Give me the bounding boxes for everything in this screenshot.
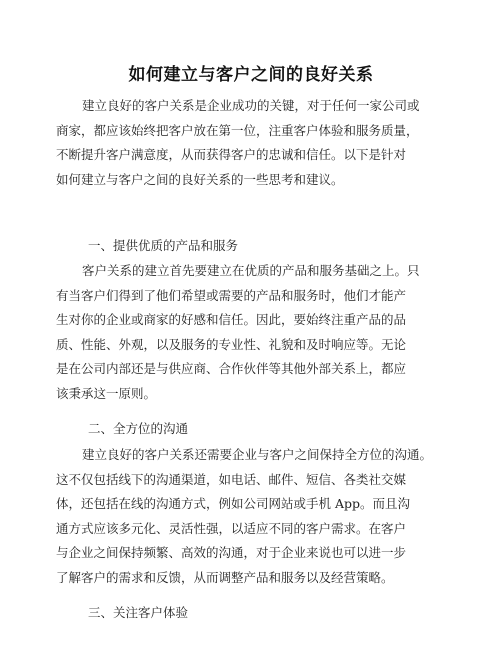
paragraph-line: 是在公司内部还是与供应商、合作伙伴等其他外部关系上，都应 bbox=[56, 361, 407, 376]
paragraph-line: 质、性能、外观，以及服务的专业性、礼貌和及时响应等。无论 bbox=[56, 336, 407, 352]
intro-paragraph bbox=[56, 94, 476, 192]
section-2-paragraph bbox=[56, 443, 476, 590]
paragraph-line: 不断提升客户满意度，从而获得客户的忠诚和信任。以下是针对 bbox=[56, 147, 407, 162]
paragraph-line: 生对你的企业或商家的好感和信任。因此，要始终注重产品的品 bbox=[56, 312, 407, 327]
paragraph-line: 该秉承这一原则。 bbox=[56, 385, 157, 401]
paragraph-line: 通方式应该多元化、灵活性强，以适应不同的客户需求。在客户 bbox=[56, 520, 407, 536]
section-heading-1: 一、提供优质的产品和服务 bbox=[88, 238, 239, 253]
paragraph-line: 建立良好的客户关系还需要企业与客户之间保持全方位的沟通。 bbox=[82, 447, 433, 462]
paragraph-line: 这不仅包括线下的沟通渠道，如电话、邮件、短信、各类社交媒 bbox=[56, 471, 407, 487]
paragraph-line: 商家，都应该始终把客户放在第一位，注重客户体验和服务质量， bbox=[56, 122, 419, 138]
paragraph-line: 有当客户们得到了他们希望或需要的产品和服务时，他们才能产 bbox=[56, 287, 407, 303]
paragraph-line: 建立良好的客户关系是企业成功的关键，对于任何一家公司或 bbox=[82, 98, 420, 113]
section-heading-3: 三、关注客户体验 bbox=[88, 605, 189, 620]
section-heading-2: 二、全方位的沟通 bbox=[88, 421, 189, 436]
paragraph-line: 如何建立与客户之间的良好关系的一些思考和建议。 bbox=[56, 171, 344, 187]
paragraph-line: 了解客户的需求和反馈，从而调整产品和服务以及经营策略。 bbox=[56, 569, 394, 585]
page-title: 如何建立与客户之间的良好关系 bbox=[128, 65, 374, 85]
paragraph-line: 体，还包括在线的沟通方式，例如公司网站或手机 App。而且沟 bbox=[56, 496, 411, 511]
paragraph-line: 与企业之间保持频繁、高效的沟通，对于企业来说也可以进一步 bbox=[56, 545, 407, 560]
section-1-paragraph bbox=[56, 259, 476, 406]
paragraph-line: 客户关系的建立首先要建立在优质的产品和服务基础之上。只 bbox=[82, 263, 420, 278]
